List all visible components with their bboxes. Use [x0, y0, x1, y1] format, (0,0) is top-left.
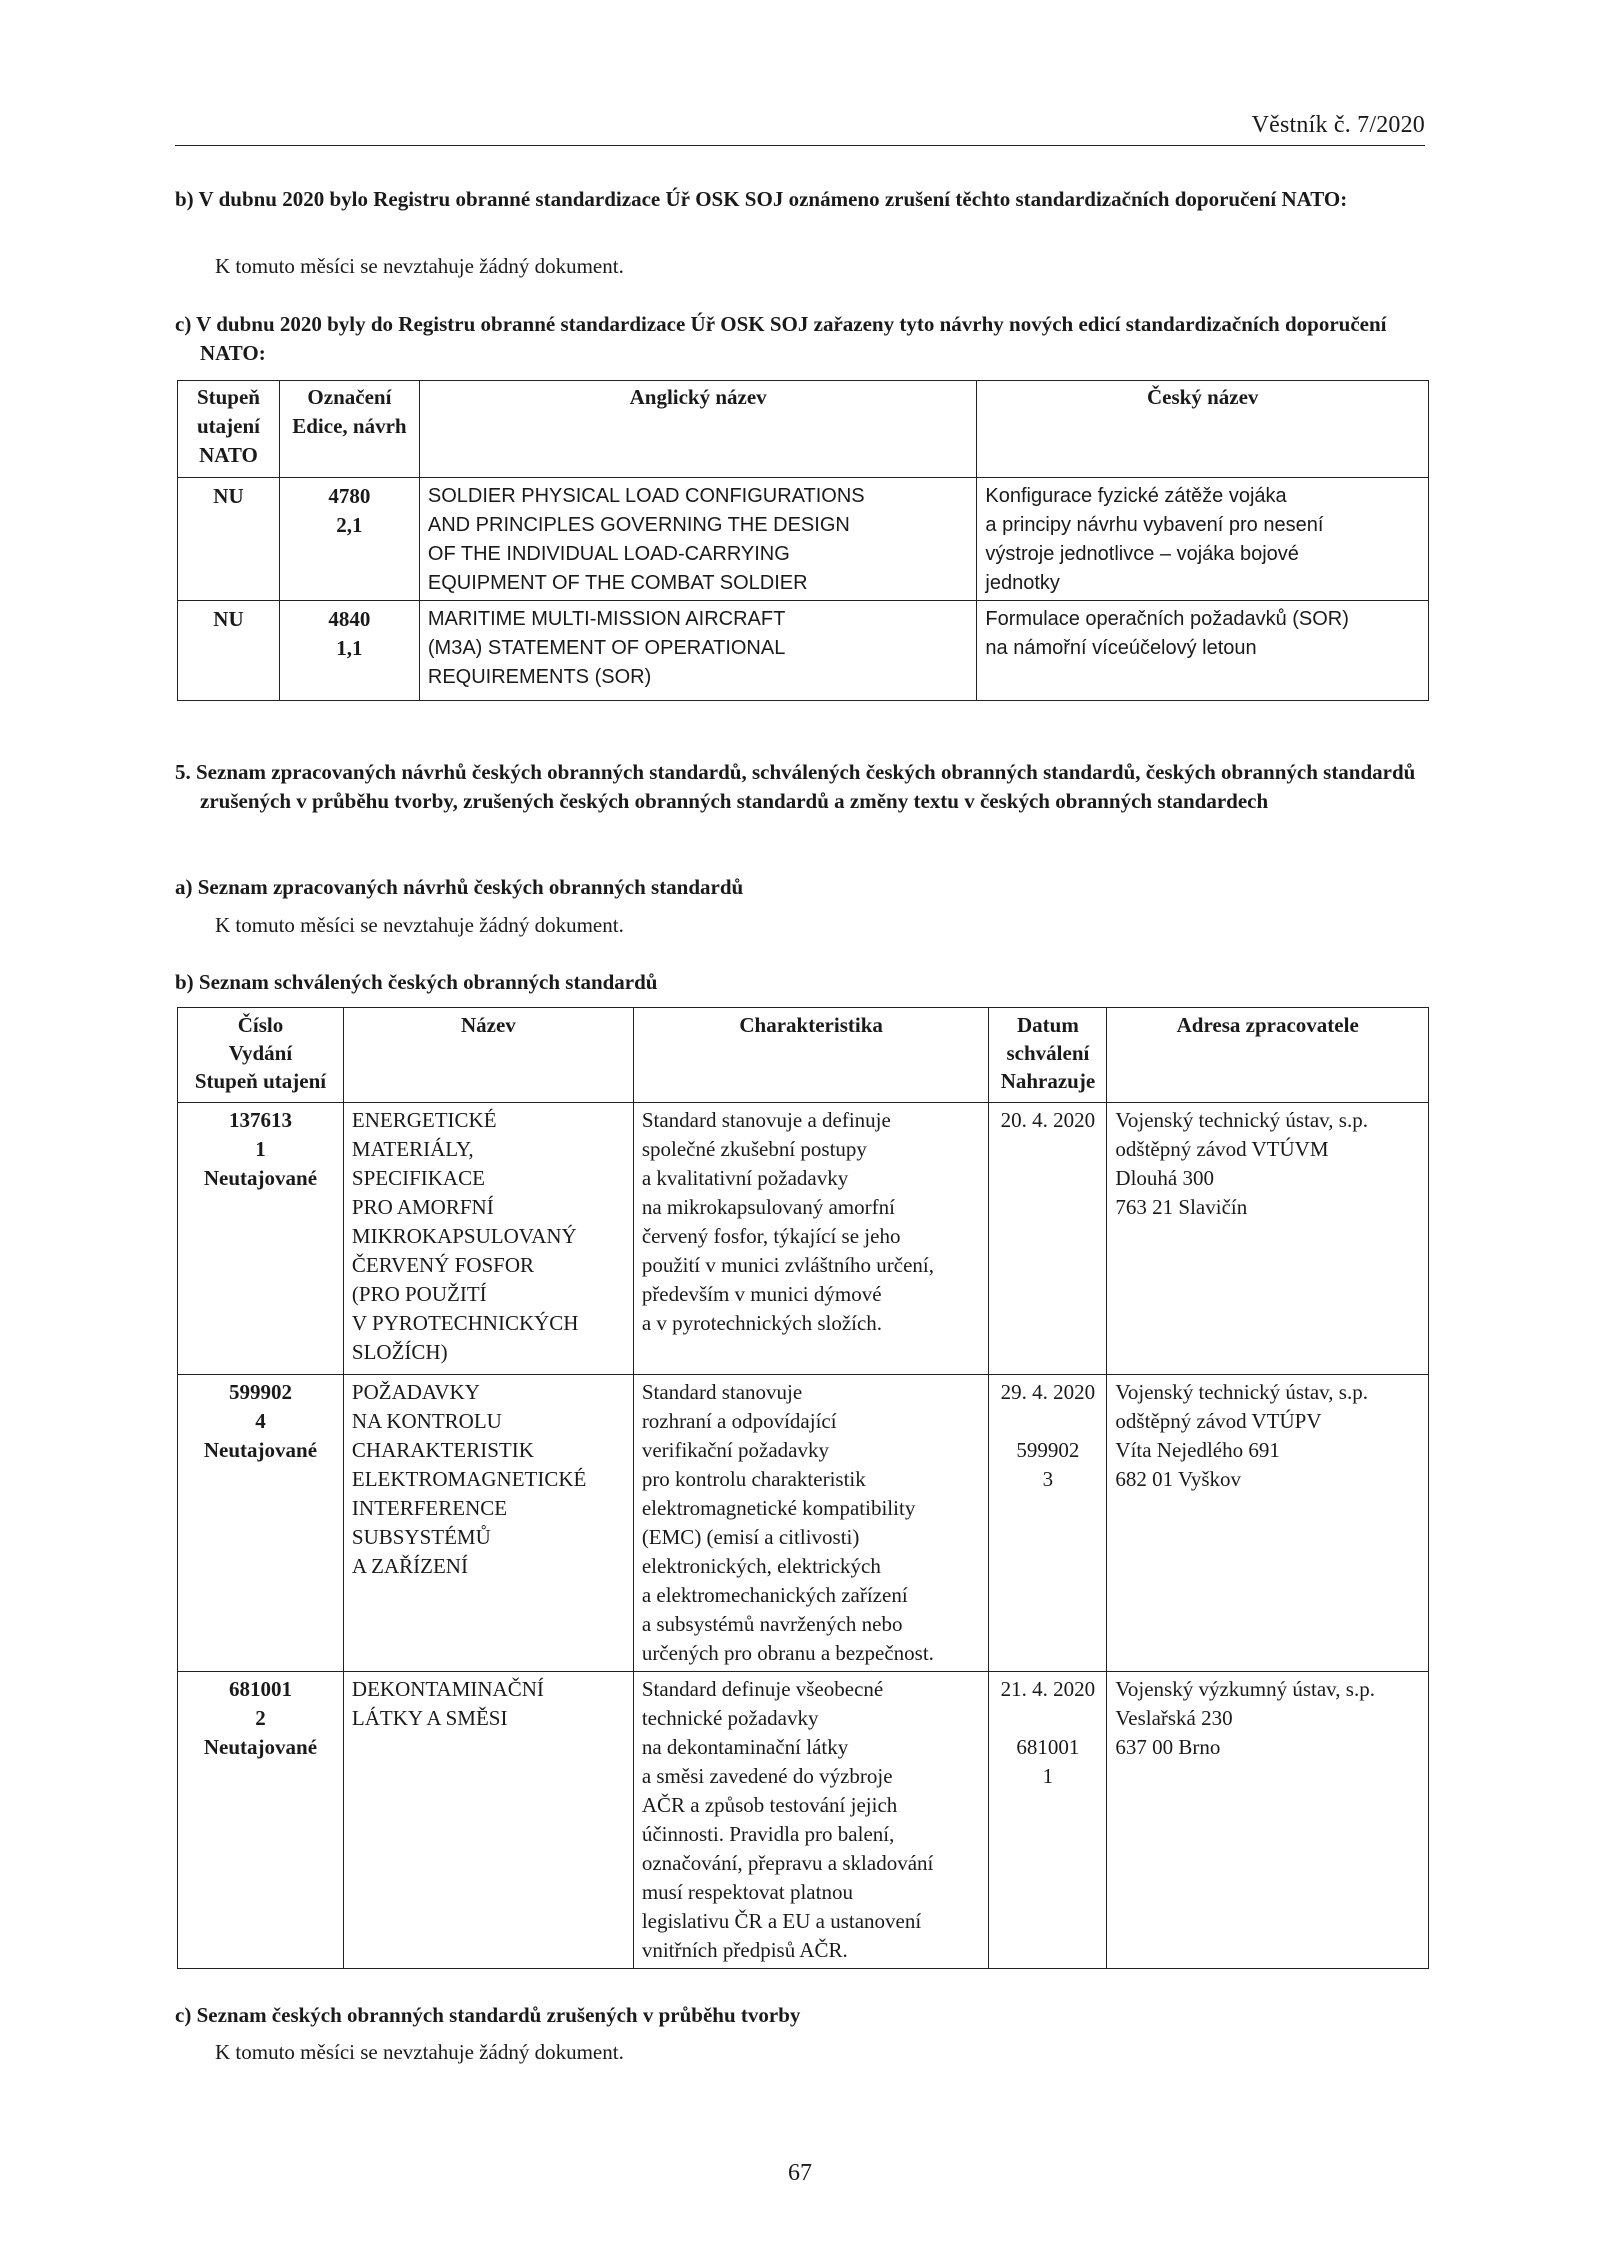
table-row	[178, 601, 1429, 701]
row-czech-title: Konfigurace fyzické zátěže vojáka a principy návrhu vybavení pro nesení výstroje jednotlivce – vojáka bojové jednotky	[977, 478, 1429, 601]
approved-standards-table	[177, 1007, 1429, 1969]
row-designation: 4780 2,1	[279, 478, 419, 601]
row-name: ENERGETICKÉ MATERIÁLY, SPECIFIKACE PRO AMORFNÍ MIKROKAPSULOVANÝ ČERVENÝ FOSFOR (PRO POUŽITÍ V PYROTECHNICKÝCH SLOŽÍCH)	[343, 1103, 633, 1375]
header-approval-date: Datum schválení Nahrazuje	[989, 1008, 1107, 1103]
row-number: 681001 2 Neutajované	[178, 1672, 344, 1969]
section-5-heading: 5. Seznam zpracovaných návrhů českých obranných standardů, schválených českých obranných standardů, českých obranných standardů zrušených v průběhu tvorby, zrušených českých obranných standardů a změny textu v českých obranných standardech	[175, 760, 1416, 813]
table-row	[178, 1103, 1429, 1375]
row-classification: NU	[178, 601, 280, 701]
table-row	[178, 478, 1429, 601]
row-english-title: SOLDIER PHYSICAL LOAD CONFIGURATIONS AND PRINCIPLES GOVERNING THE DESIGN OF THE INDIVIDUAL LOAD-CARRYING EQUIPMENT OF THE COMBAT SOLDIER	[419, 478, 977, 601]
section-5a-note: K tomuto měsíci se nevztahuje žádný dokument.	[215, 913, 624, 937]
row-czech-title: Formulace operačních požadavků (SOR) na námořní víceúčelový letoun	[977, 601, 1429, 701]
table-row	[178, 1375, 1429, 1672]
section-c-heading: c) V dubnu 2020 byly do Registru obranné standardizace Úř OSK SOJ zařazeny tyto návrhy nových edicí standardizačních doporučení NATO:	[175, 312, 1387, 365]
row-characteristics: Standard stanovuje rozhraní a odpovídající verifikační požadavky pro kontrolu charakteristik elektromagnetické kompatibility (EMC) (emisí a citlivosti) elektronických, elektrických a elektromechanických zařízení a subsystémů navržených nebo určených pro obranu a bezpečnost.	[633, 1375, 989, 1672]
page-number: 67	[788, 2160, 812, 2186]
section-b-heading: b) V dubnu 2020 bylo Registru obranné standardizace Úř OSK SOJ oznámeno zrušení těchto standardizačních doporučení NATO:	[175, 187, 1348, 211]
header-divider	[175, 145, 1425, 146]
row-characteristics: Standard definuje všeobecné technické požadavky na dekontaminační látky a směsi zavedené do výzbroje AČR a způsob testování jejich účinnosti. Pravidla pro balení, označování, přepravu a skladování musí respektovat platnou legislativu ČR a EU a ustanovení vnitřních předpisů AČR.	[633, 1672, 989, 1969]
row-characteristics: Standard stanovuje a definuje společné zkušební postupy a kvalitativní požadavky na mikrokapsulovaný amorfní červený fosfor, týkající se jeho použití v munici zvláštního určení, především v munici dýmové a v pyrotechnických složích.	[633, 1103, 989, 1375]
header-address: Adresa zpracovatele	[1107, 1008, 1429, 1103]
header-number: Číslo Vydání Stupeň utajení	[178, 1008, 344, 1103]
row-address: Vojenský technický ústav, s.p. odštěpný závod VTÚPV Víta Nejedlého 691 682 01 Vyškov	[1107, 1375, 1429, 1672]
table-row	[178, 1672, 1429, 1969]
section-5a-heading: a) Seznam zpracovaných návrhů českých obranných standardů	[175, 875, 744, 899]
row-name: POŽADAVKY NA KONTROLU CHARAKTERISTIK ELEKTROMAGNETICKÉ INTERFERENCE SUBSYSTÉMŮ A ZAŘÍZENÍ	[343, 1375, 633, 1672]
header-designation: Označení Edice, návrh	[279, 381, 419, 478]
section-5b-heading: b) Seznam schválených českých obranných standardů	[175, 970, 658, 994]
row-english-title: MARITIME MULTI-MISSION AIRCRAFT (M3A) STATEMENT OF OPERATIONAL REQUIREMENTS (SOR)	[419, 601, 977, 701]
row-approval-date: 29. 4. 2020 599902 3	[989, 1375, 1107, 1672]
header-english-title: Anglický název	[419, 381, 977, 478]
header-classification: Stupeň utajení NATO	[178, 381, 280, 478]
table-header-row	[178, 381, 1429, 478]
row-designation: 4840 1,1	[279, 601, 419, 701]
header-czech-title: Český název	[977, 381, 1429, 478]
row-address: Vojenský výzkumný ústav, s.p. Veslařská 230 637 00 Brno	[1107, 1672, 1429, 1969]
row-approval-date: 21. 4. 2020 681001 1	[989, 1672, 1107, 1969]
row-approval-date: 20. 4. 2020	[989, 1103, 1107, 1375]
section-5c-note: K tomuto měsíci se nevztahuje žádný dokument.	[215, 2040, 624, 2064]
row-name: DEKONTAMINAČNÍ LÁTKY A SMĚSI	[343, 1672, 633, 1969]
row-number: 599902 4 Neutajované	[178, 1375, 344, 1672]
row-number: 137613 1 Neutajované	[178, 1103, 344, 1375]
table-header-row	[178, 1008, 1429, 1103]
header-characteristics: Charakteristika	[633, 1008, 989, 1103]
section-b-note: K tomuto měsíci se nevztahuje žádný dokument.	[215, 254, 624, 278]
section-5c-heading: c) Seznam českých obranných standardů zrušených v průběhu tvorby	[175, 2003, 801, 2027]
header-name: Název	[343, 1008, 633, 1103]
nato-drafts-table	[177, 380, 1429, 701]
row-classification: NU	[178, 478, 280, 601]
page-header-title: Věstník č. 7/2020	[1251, 112, 1425, 138]
row-address: Vojenský technický ústav, s.p. odštěpný závod VTÚVM Dlouhá 300 763 21 Slavičín	[1107, 1103, 1429, 1375]
